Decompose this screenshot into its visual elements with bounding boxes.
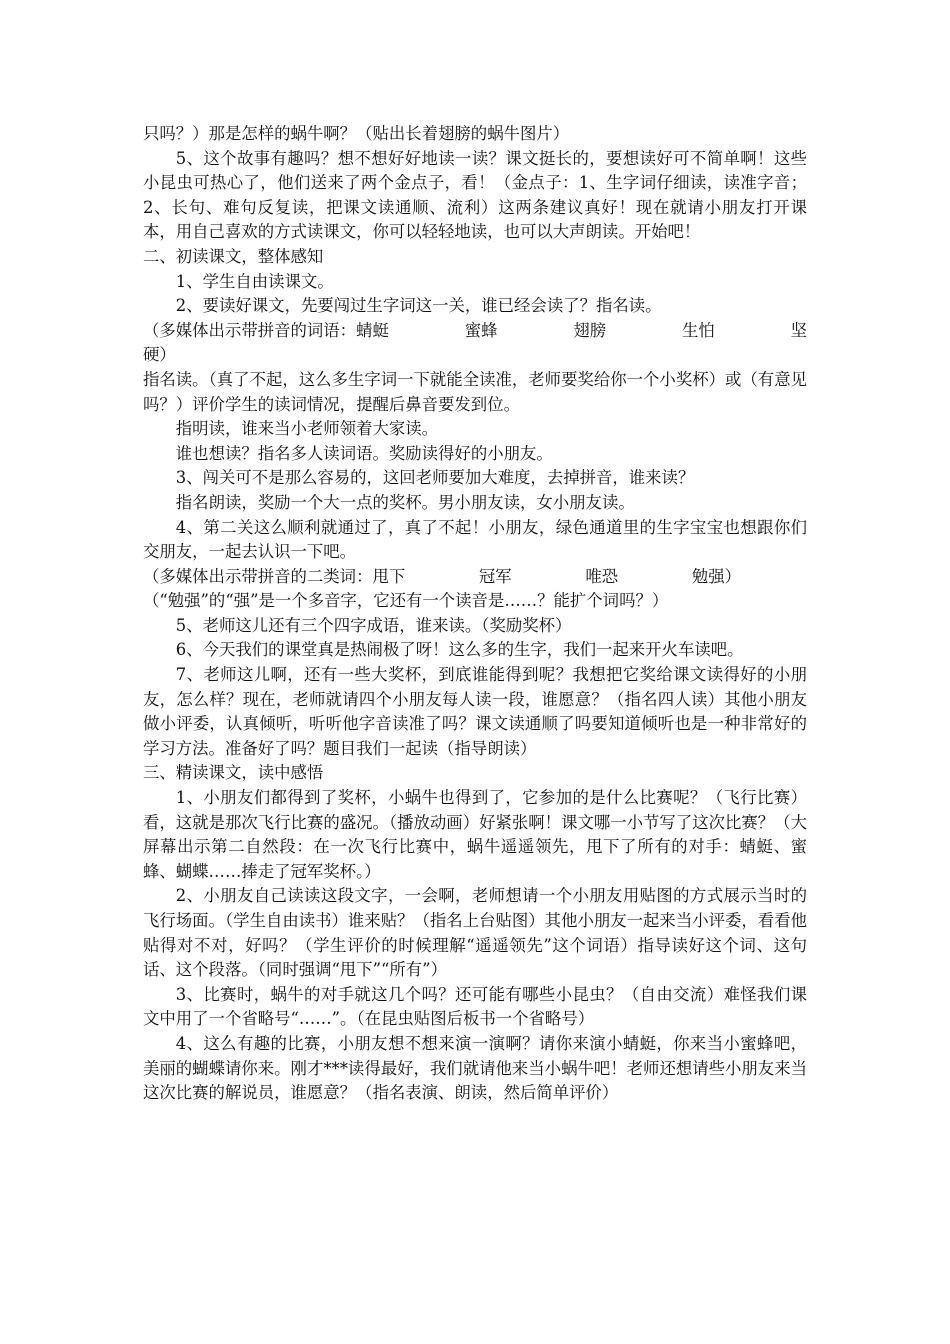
vocab-item: 翅膀 [573,320,607,340]
vocab-list-second-class-words [143,565,807,590]
vocab-item: 勉强） [691,566,741,586]
vocab-list-tail: 硬） [143,345,176,365]
paragraph-reward: 指名朗读，奖励一个大一点的奖杯。男小朋友读，女小朋友读。 [175,492,635,512]
vocab-item: 坚 [790,320,807,340]
document-page [143,122,807,1106]
paragraph-ellipsis: 3、比赛时，蜗牛的对手就这几个吗？还可能有哪些小昆虫？（自由交流）难怪我们课文中用了一个省略号“……”。（在昆虫贴图后板书一个省略号） [143,984,807,1029]
paragraph-step-5-idioms: 5、老师这儿还有三个四字成语，谁来读。（奖励奖杯） [175,615,572,635]
paragraph-step-3-challenge: 3、闯关可不是那么容易的，这回老师要加大难度，去掉拼音，谁来读？ [175,468,695,488]
vocab-item: 唯恐 [585,566,619,586]
paragraph-free-reading: 1、学生自由读课文。 [175,271,334,291]
paragraph-step-5-reading-tips: 5、这个故事有趣吗？想不想好好地读一读？课文挺长的，要想读好可不简单啊！这些小昆虫可热心了，他们送来了两个金点子，看！（金点子：1、生字词仔细读，读准字音；2、长句、难句反复读，把课文读通顺、流利）这两条建议真好！现在就请小朋友打开课本，用自己喜欢的方式读课文，你可以轻轻地读，也可以大声朗读。开始吧！ [143,148,807,242]
vocab-item: 冠军 [478,566,512,586]
section-heading-close-reading: 三、精读课文，读中感悟 [143,763,324,783]
section-heading-first-reading: 二、初读课文，整体感知 [143,246,324,266]
vocab-list-pinyin-words [143,319,807,344]
paragraph-sticker-display: 2、小朋友自己读读这段文字，一会啊，老师想请一个小朋友用贴图的方式展示当时的飞行场面。（学生自由读书）谁来贴？（指名上台贴图）其他小朋友一起来当小评委，看看他贴得对不对，好吗？（学生评价的时候理解“遥遥领先”这个词语）指导读好这个词、这句话、这个段落。（同时强调“甩下”“所有”） [143,886,807,980]
vocab-item: 生怕 [681,320,715,340]
paragraph-name-reading: 指名读。（真了不起，这么多生字词一下就能全读准，老师要奖给你一个小奖杯）或（有意见吗？）评价学生的读词情况，提醒后鼻音要发到位。 [143,369,807,414]
paragraph-role-play: 4、这么有趣的比赛，小朋友想不想来演一演啊？请你来演小蜻蜓，你来当小蜜蜂吧，美丽的蝴蝶请你来。刚才***读得最好，我们就请他来当小蜗牛吧！老师还想请些小朋友来当这次比赛的解说员，谁愿意？（指名表演、朗读，然后简单评价） [143,1033,807,1103]
paragraph-step-4-green-channel: 4、第二关这么顺利就通过了，真了不起！小朋友，绿色通道里的生字宝宝也想跟你们交朋友，一起去认识一下吧。 [143,517,807,562]
paragraph-many-readers: 谁也想读？指名多人读词语。奖励读得好的小朋友。 [175,443,553,463]
vocab-item: （多媒体出示带拼音的词语：蜻蜓 [143,320,389,340]
paragraph-step-7-big-trophy: 7、老师这儿啊，还有一些大奖杯，到底谁能得到呢？我想把它奖给课文读得好的小朋友，怎么样？现在，老师就请四个小朋友每人读一段，谁愿意？（指名四人读）其他小朋友做小评委，认真倾听，听听他字音读准了吗？课文读通顺了吗要知道倾听也是一种非常好的学习方法。准备好了吗？题目我们一起读（指导朗读） [143,665,807,758]
paragraph-intro-tail: 只吗？）那是怎样的蜗牛啊？（贴出长着翅膀的蜗牛图片） [143,124,570,143]
paragraph-new-words: 2、要读好课文，先要闯过生字词这一关，谁已经会读了？指名读。 [175,296,662,316]
paragraph-little-teacher: 指明读，谁来当小老师领着大家读。 [175,419,439,439]
paragraph-flight-contest: 1、小朋友们都得到了奖杯，小蜗牛也得到了，它参加的是什么比赛呢？（飞行比赛）看，这就是那次飞行比赛的盛况。（播放动画）好紧张啊！课文哪一小节写了这次比赛？（大屏幕出示第二自然段：在一次飞行比赛中，蜗牛遥遥领先，甩下了所有的对手：蜻蜓、蜜蜂、蝴蝶……捧走了冠军奖杯。） [143,788,807,881]
vocab-item: 蜜蜂 [464,320,498,340]
paragraph-polyphone-note: （“勉强”的“强”是一个多音字，它还有一个读音是……？能扩个词吗？） [143,591,669,611]
vocab-item: （多媒体出示带拼音的二类词：甩下 [143,566,406,586]
paragraph-step-6-train-reading: 6、今天我们的课堂真是热闹极了呀！这么多的生字，我们一起来开火车读吧。 [175,640,744,660]
